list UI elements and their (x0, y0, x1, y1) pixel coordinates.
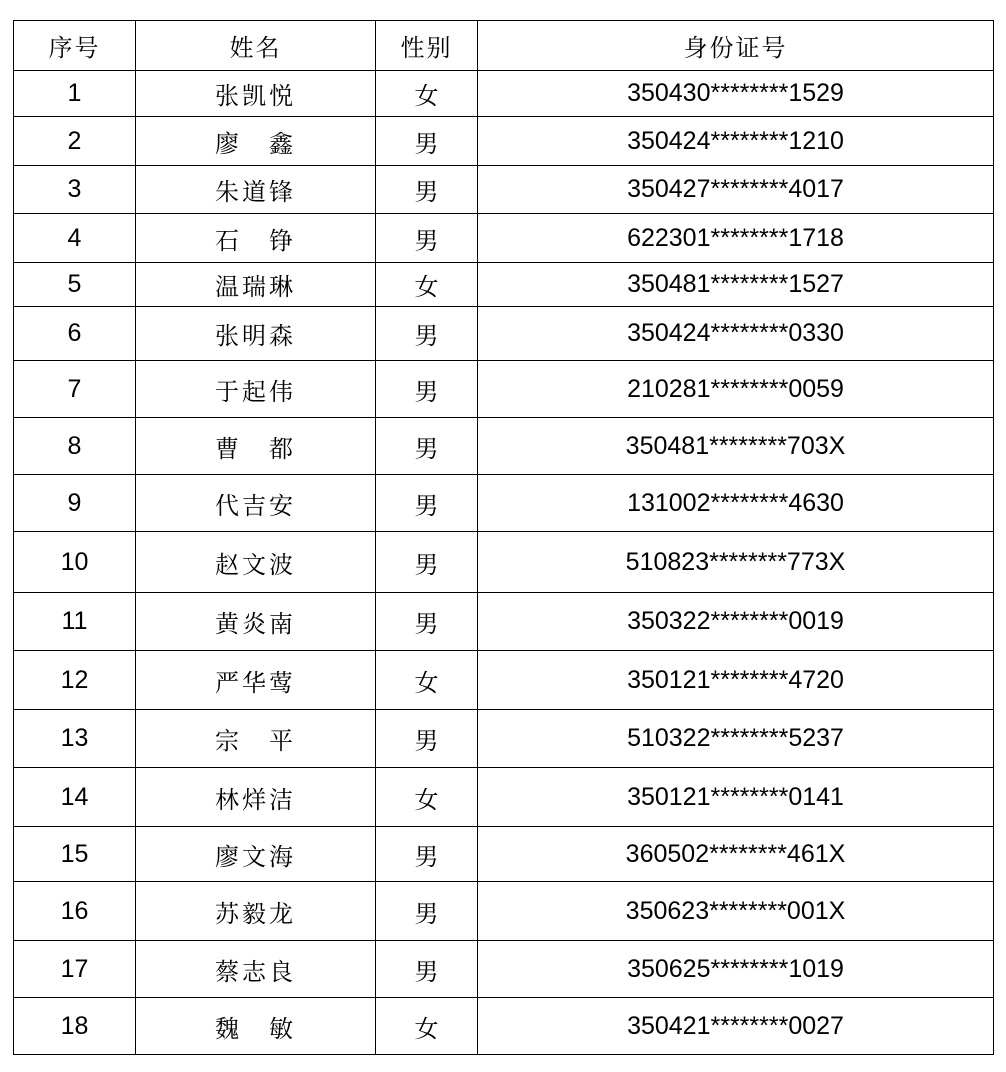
serial-number-cell: 17 (14, 941, 136, 998)
id-number-cell: 350623********001X (478, 882, 994, 941)
table-row (14, 71, 994, 117)
serial-number-cell: 16 (14, 882, 136, 941)
serial-number-cell: 12 (14, 651, 136, 710)
serial-number-cell: 5 (14, 263, 136, 307)
name-cell: 黄炎南 (136, 593, 376, 651)
id-number-cell: 350427********4017 (478, 166, 994, 214)
name-cell: 蔡志良 (136, 941, 376, 998)
table-row (14, 710, 994, 768)
table-row (14, 214, 994, 263)
id-number-cell: 210281********0059 (478, 361, 994, 418)
serial-number-cell: 2 (14, 117, 136, 166)
name-cell: 严华莺 (136, 651, 376, 710)
serial-number-cell: 4 (14, 214, 136, 263)
gender-cell: 男 (376, 827, 478, 882)
id-number-cell: 350322********0019 (478, 593, 994, 651)
id-number-cell: 350481********703X (478, 418, 994, 475)
gender-cell: 男 (376, 882, 478, 941)
name-cell: 张明森 (136, 307, 376, 361)
serial-number-cell: 9 (14, 475, 136, 532)
gender-cell: 男 (376, 941, 478, 998)
serial-number-cell: 11 (14, 593, 136, 651)
gender-cell: 男 (376, 418, 478, 475)
header-id-number: 身份证号 (478, 21, 994, 71)
name-cell: 朱道锋 (136, 166, 376, 214)
gender-cell: 男 (376, 307, 478, 361)
serial-number-cell: 7 (14, 361, 136, 418)
table-row (14, 418, 994, 475)
name-cell: 张凯悦 (136, 71, 376, 117)
name-cell: 宗 平 (136, 710, 376, 768)
gender-cell: 男 (376, 475, 478, 532)
name-cell: 石 铮 (136, 214, 376, 263)
gender-cell: 女 (376, 768, 478, 827)
header-serial-number: 序号 (14, 21, 136, 71)
table-row (14, 361, 994, 418)
id-number-cell: 350421********0027 (478, 998, 994, 1055)
table-row (14, 941, 994, 998)
table-row (14, 651, 994, 710)
id-number-cell: 622301********1718 (478, 214, 994, 263)
serial-number-cell: 14 (14, 768, 136, 827)
name-cell: 魏 敏 (136, 998, 376, 1055)
serial-number-cell: 6 (14, 307, 136, 361)
name-cell: 赵文波 (136, 532, 376, 593)
id-number-cell: 350424********0330 (478, 307, 994, 361)
table-row (14, 593, 994, 651)
gender-cell: 女 (376, 71, 478, 117)
table-row (14, 307, 994, 361)
name-cell: 廖文海 (136, 827, 376, 882)
id-number-cell: 510322********5237 (478, 710, 994, 768)
gender-cell: 男 (376, 361, 478, 418)
id-number-cell: 350625********1019 (478, 941, 994, 998)
name-cell: 于起伟 (136, 361, 376, 418)
name-cell: 温瑞琳 (136, 263, 376, 307)
gender-cell: 女 (376, 263, 478, 307)
name-cell: 代吉安 (136, 475, 376, 532)
serial-number-cell: 15 (14, 827, 136, 882)
serial-number-cell: 18 (14, 998, 136, 1055)
id-number-cell: 510823********773X (478, 532, 994, 593)
id-number-cell: 360502********461X (478, 827, 994, 882)
gender-cell: 男 (376, 117, 478, 166)
table-row (14, 166, 994, 214)
serial-number-cell: 8 (14, 418, 136, 475)
table-row (14, 117, 994, 166)
header-name: 姓名 (136, 21, 376, 71)
table-row (14, 475, 994, 532)
gender-cell: 男 (376, 710, 478, 768)
serial-number-cell: 13 (14, 710, 136, 768)
table-row (14, 263, 994, 307)
id-number-cell: 350121********4720 (478, 651, 994, 710)
serial-number-cell: 10 (14, 532, 136, 593)
table-row (14, 882, 994, 941)
table-row (14, 768, 994, 827)
gender-cell: 男 (376, 166, 478, 214)
gender-cell: 男 (376, 593, 478, 651)
gender-cell: 男 (376, 214, 478, 263)
id-number-cell: 350424********1210 (478, 117, 994, 166)
id-number-cell: 131002********4630 (478, 475, 994, 532)
serial-number-cell: 1 (14, 71, 136, 117)
serial-number-cell: 3 (14, 166, 136, 214)
table-row (14, 532, 994, 593)
id-number-cell: 350121********0141 (478, 768, 994, 827)
gender-cell: 男 (376, 532, 478, 593)
id-number-cell: 350481********1527 (478, 263, 994, 307)
header-gender: 性别 (376, 21, 478, 71)
name-cell: 林烊洁 (136, 768, 376, 827)
id-number-cell: 350430********1529 (478, 71, 994, 117)
name-cell: 曹 都 (136, 418, 376, 475)
gender-cell: 女 (376, 651, 478, 710)
name-cell: 苏毅龙 (136, 882, 376, 941)
table-row (14, 827, 994, 882)
header-row (14, 21, 994, 71)
roster-table (13, 20, 994, 1055)
table-row (14, 998, 994, 1055)
name-cell: 廖 鑫 (136, 117, 376, 166)
gender-cell: 女 (376, 998, 478, 1055)
